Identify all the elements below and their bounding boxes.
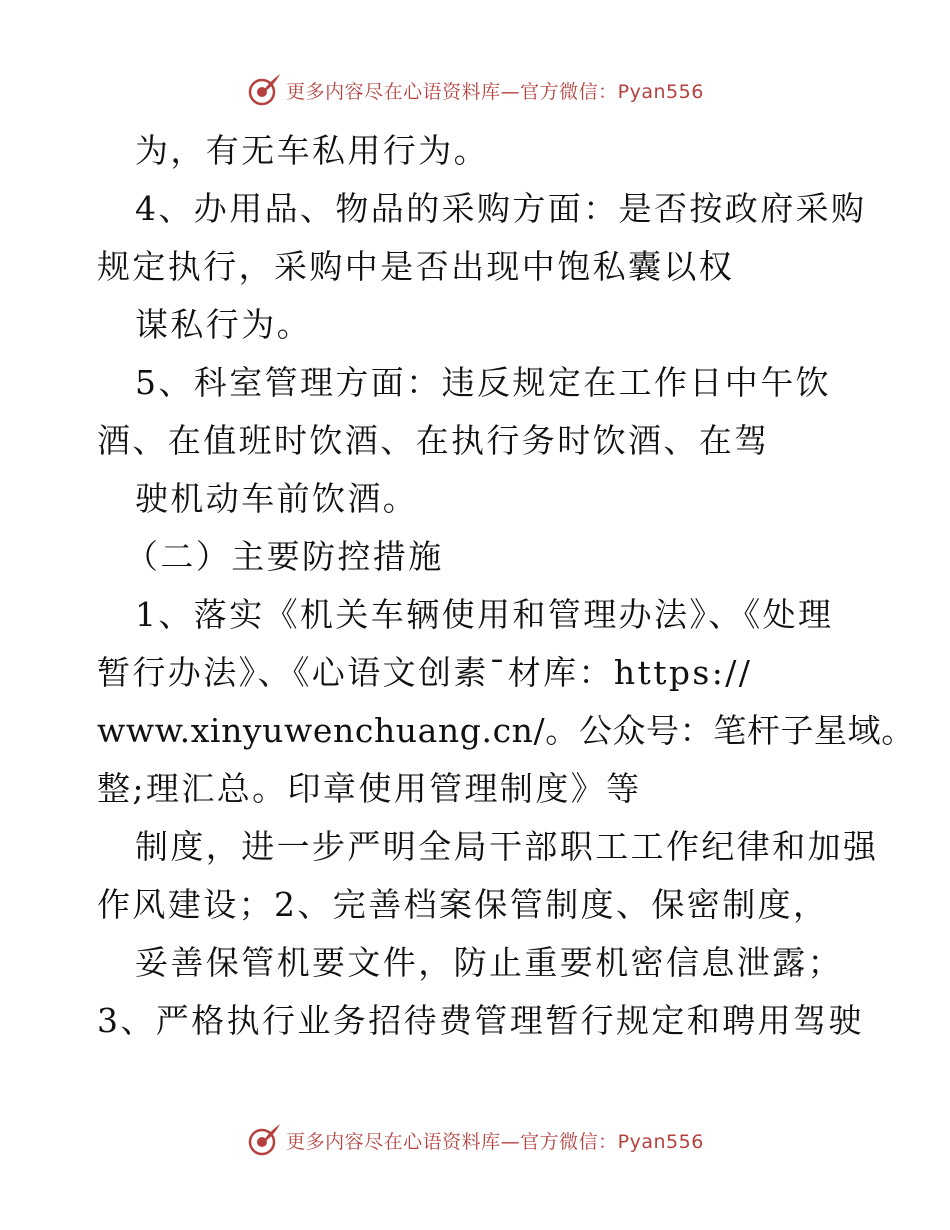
watermark-text: 更多内容尽在心语资料库—官方微信：Pyan556 [286,1130,704,1153]
text-line: 制度，进一步严明全局干部职工工作纪律和加强 [135,827,879,866]
text-line: 1、落实《机关车辆使用和管理办法》、《处理 [135,595,834,634]
text-line: 妥善保管机要文件，防止重要机密信息泄露； [135,943,843,982]
header-watermark [0,70,950,110]
section-heading: （二）主要防控措施 [125,537,444,576]
text-line: 4、办用品、物品的采购方面：是否按政府采购 [135,189,867,228]
text-line: 为，有无车私用行为。 [135,131,489,170]
feather-logo-icon [246,72,282,108]
text-line: 整;理汇总。印章使用管理制度》等 [97,769,642,808]
text-line: 3、严格执行业务招待费管理暂行规定和聘用驾驶 [97,1001,864,1040]
text-line: 谋私行为。 [135,305,312,344]
text-line: 规定执行，采购中是否出现中饱私囊以权 [97,247,735,286]
text-line: 5、科室管理方面：违反规定在工作日中午饮 [135,363,831,402]
text-line-url: www.xinyuwenchuang.cn/。公众号：笔杆子星域。 [97,711,915,750]
text-line: 酒、在值班时饮酒、在执行务时饮酒、在驾 [97,421,770,460]
feather-logo-icon [246,1122,282,1158]
text-line: 作风建设；2、完善档案保管制度、保密制度， [97,885,829,924]
footer-watermark [0,1120,950,1160]
watermark-text: 更多内容尽在心语资料库—官方微信：Pyan556 [286,80,704,103]
text-line: 暂行办法》、《心语文创素¯材库：https:// [97,653,753,692]
text-line: 驶机动车前饮酒。 [135,479,419,518]
